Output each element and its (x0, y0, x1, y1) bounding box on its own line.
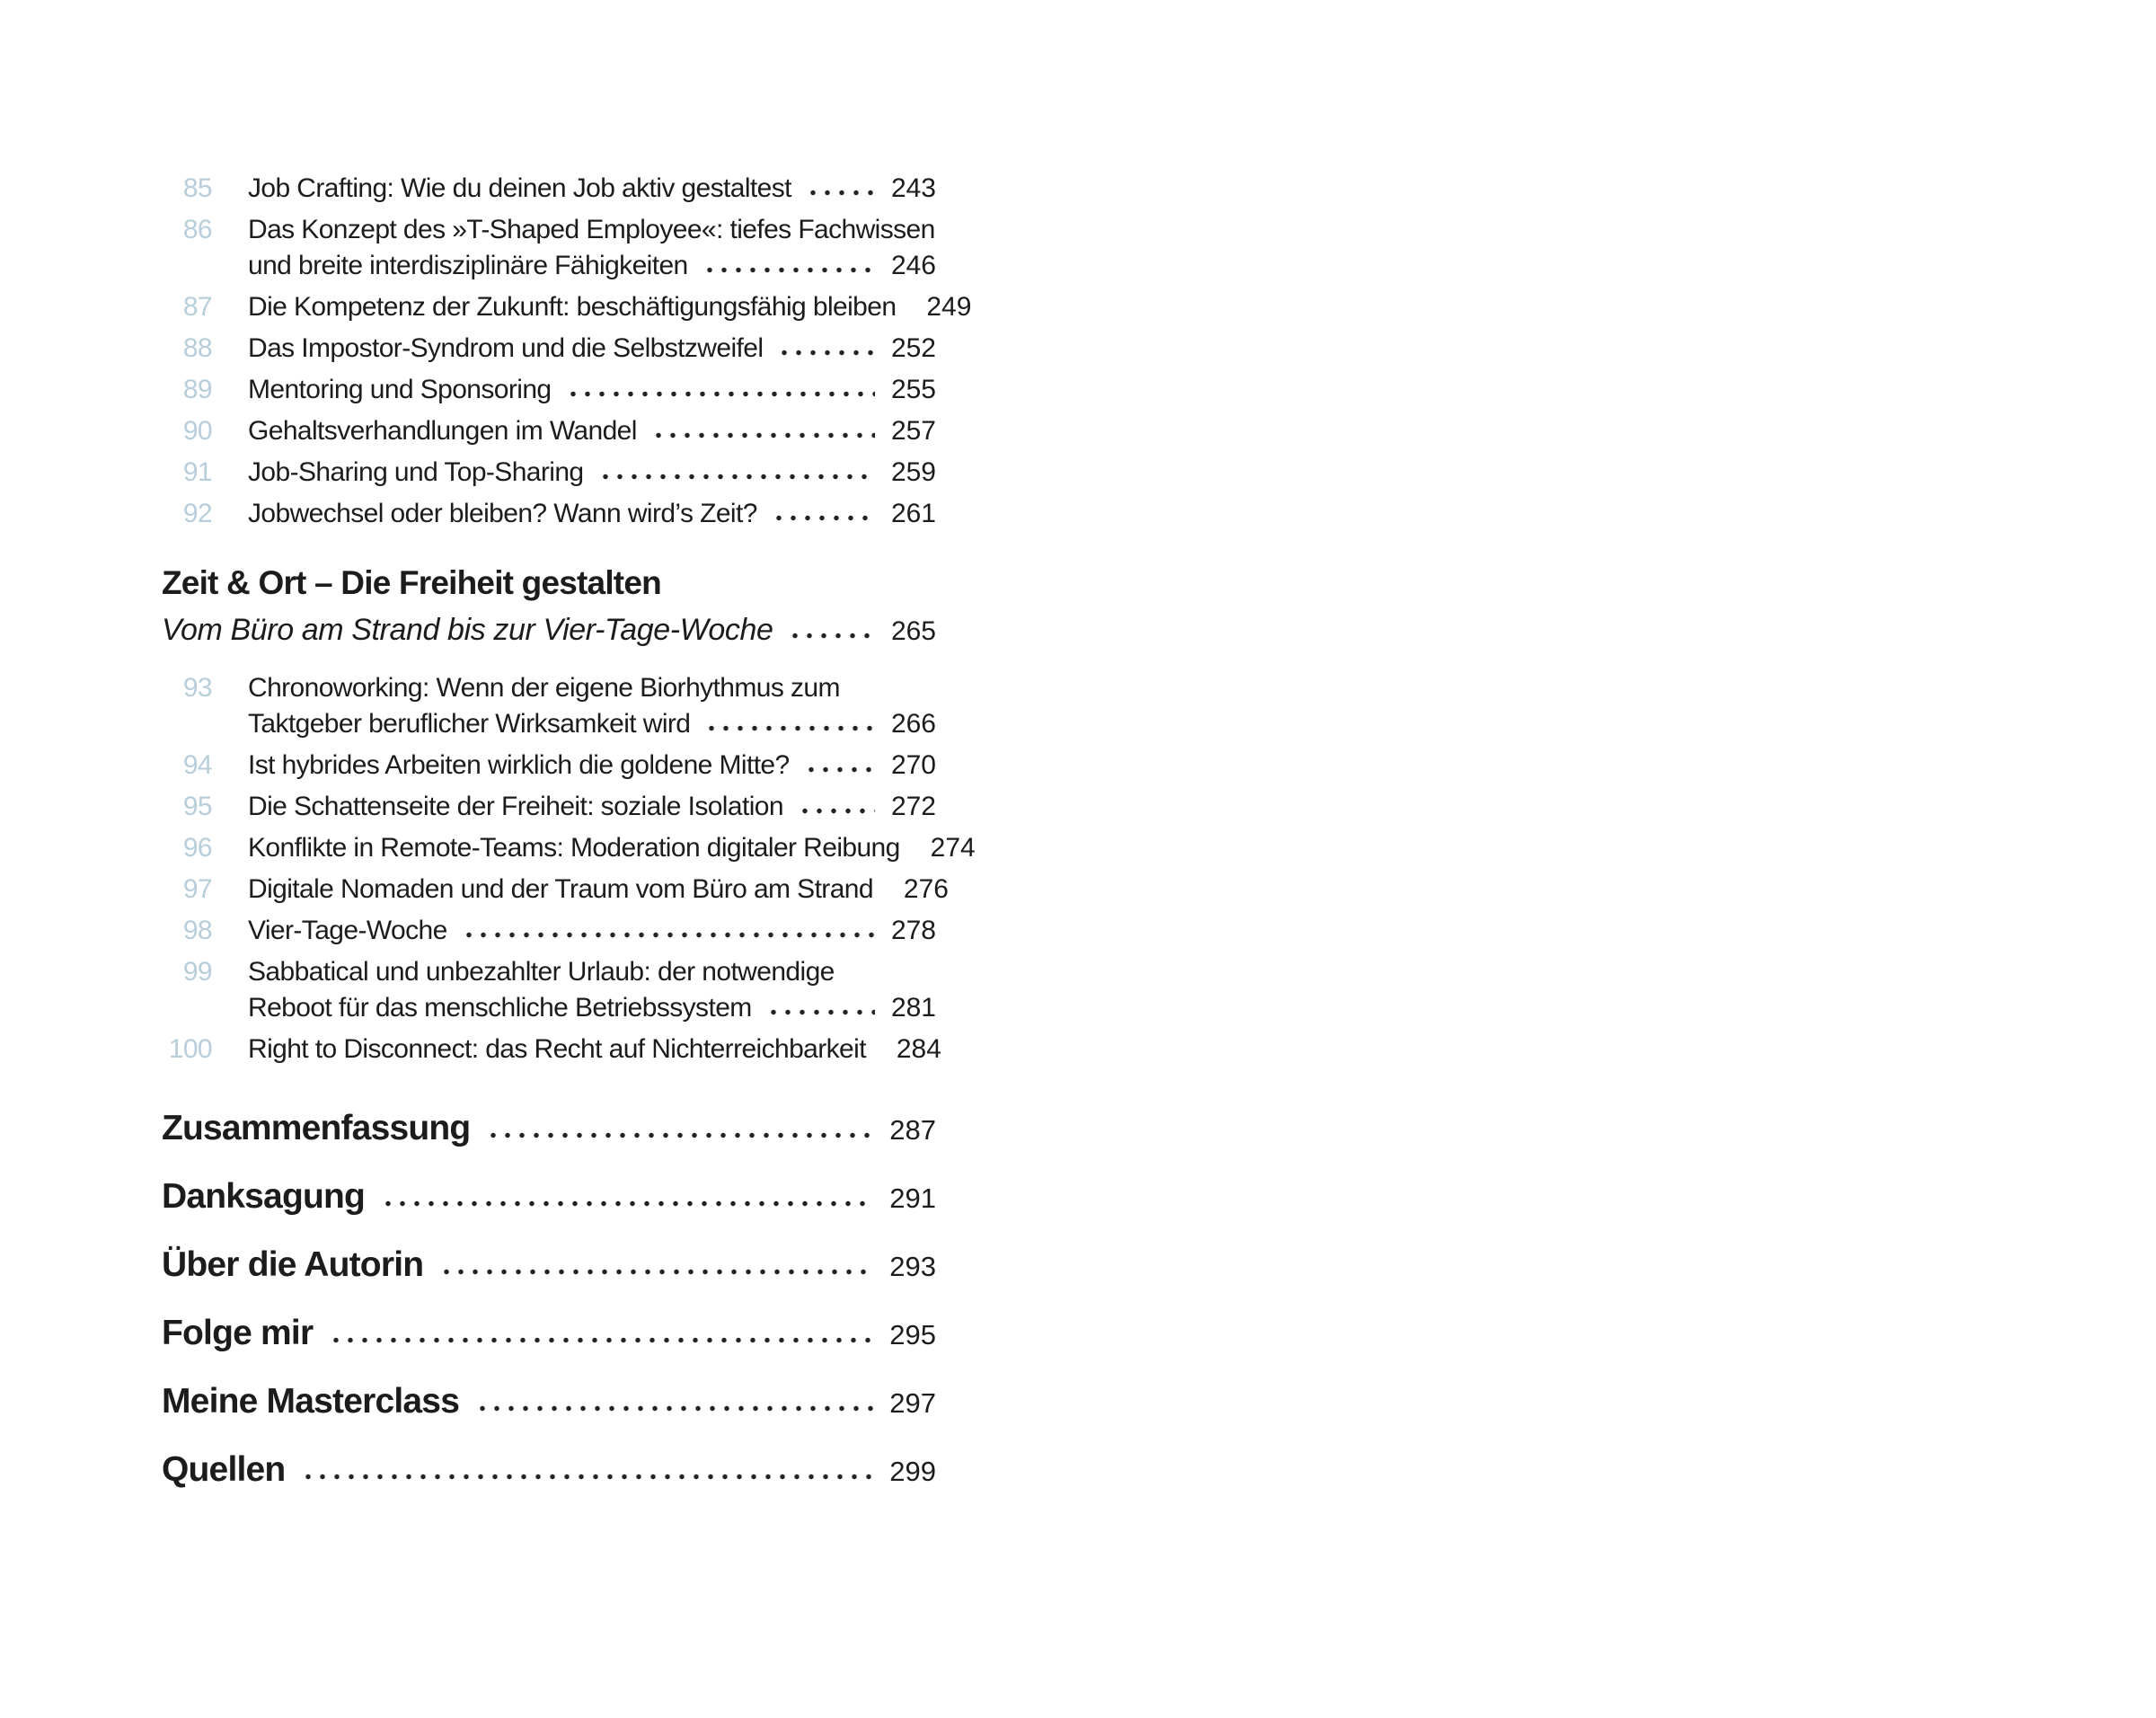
chapter-number: 87 (182, 292, 212, 322)
dot-leader (598, 473, 875, 481)
dot-leader (766, 1008, 875, 1016)
dot-leader (301, 1473, 873, 1481)
dot-leader (486, 1131, 873, 1139)
dot-leader (651, 431, 875, 439)
chapter-number: 85 (182, 173, 212, 203)
entry-title: und breite interdisziplinäre Fähigkeiten (248, 251, 688, 280)
backmatter-section (162, 1107, 936, 1493)
entry-title: Konflikte in Remote-Teams: Moderation digitaler Reibung (248, 833, 900, 863)
entry-title: Right to Disconnect: das Recht auf Nichterreichbarkeit (248, 1034, 866, 1064)
dot-leader (439, 1268, 873, 1276)
entry-title: Taktgeber beruflicher Wirksamkeit wird (248, 709, 691, 739)
page-number: 246 (890, 251, 936, 280)
page-number: 261 (890, 499, 936, 528)
page-number: 272 (890, 792, 936, 821)
toc-entry-row (162, 171, 936, 207)
backmatter-row (162, 1244, 936, 1288)
entry-title: Die Schattenseite der Freiheit: soziale Isolation (248, 792, 783, 821)
dot-leader (566, 390, 876, 398)
backmatter-heading: Folge mir (162, 1314, 314, 1352)
toc-entry-row (162, 455, 936, 491)
page-number: 295 (889, 1319, 936, 1350)
toc-entry-row (162, 331, 936, 367)
page-number: 284 (896, 1034, 941, 1064)
entry-title: Digitale Nomaden und der Traum vom Büro am Strand (248, 874, 873, 904)
dot-leader (804, 766, 875, 774)
toc-entry-row (162, 670, 936, 706)
backmatter-heading: Meine Masterclass (162, 1382, 460, 1421)
page-number: 259 (890, 457, 936, 487)
chapter-number: 89 (182, 375, 212, 404)
page-number: 270 (890, 750, 936, 780)
page-number: 293 (889, 1251, 936, 1282)
toc-entry-continuation-row (162, 248, 936, 284)
toc-entry-continuation-row (162, 706, 936, 742)
backmatter-row (162, 1175, 936, 1220)
backmatter-row (162, 1448, 936, 1493)
page-number: 299 (889, 1456, 936, 1487)
section-heading: Zeit & Ort – Die Freiheit gestalten (162, 564, 661, 601)
page-number: 297 (889, 1387, 936, 1419)
toc-entry-row (162, 496, 936, 532)
toc-entry-row (162, 372, 936, 408)
toc-entry-row (162, 954, 936, 990)
page-number: 287 (889, 1114, 936, 1146)
page-number: 281 (890, 993, 936, 1023)
entry-title: Die Kompetenz der Zukunft: beschäftigungsfähig bleiben (248, 292, 897, 322)
chapter-number: 96 (182, 833, 212, 863)
toc-entry-row (162, 830, 976, 866)
page-number: 255 (890, 375, 936, 404)
toc-entry-row (162, 212, 936, 248)
entry-title: Das Impostor-Syndrom und die Selbstzweifel (248, 333, 764, 363)
toc-entry-row (162, 413, 936, 449)
chapter-number: 100 (168, 1034, 212, 1064)
section-subtitle: Vom Büro am Strand bis zur Vier-Tage-Woche (162, 613, 773, 647)
chapter-number: 90 (182, 416, 212, 446)
backmatter-heading: Zusammenfassung (162, 1109, 471, 1147)
backmatter-row (162, 1312, 936, 1357)
chapter-number: 95 (182, 792, 212, 821)
toc-entry-row (162, 872, 949, 908)
entry-title: Jobwechsel oder bleiben? Wann wird’s Zeit? (248, 499, 757, 528)
dot-leader (788, 632, 875, 640)
dot-leader (777, 349, 875, 357)
entry-title: Reboot für das menschliche Betriebssystem (248, 993, 752, 1023)
chapter-number: 91 (182, 457, 212, 487)
dot-leader (704, 724, 875, 732)
backmatter-row (162, 1107, 936, 1152)
dot-leader (772, 514, 875, 522)
entry-title: Mentoring und Sponsoring (248, 375, 552, 404)
chapter-number: 99 (182, 957, 212, 987)
entry-title: Vier-Tage-Woche (248, 916, 447, 945)
chapter-number: 97 (182, 874, 212, 904)
entry-title: Job Crafting: Wie du deinen Job aktiv gestaltest (248, 173, 791, 203)
dot-leader (806, 189, 875, 197)
page-number: 276 (903, 874, 949, 904)
toc-entry-row (162, 289, 972, 325)
entry-title: Sabbatical und unbezahlter Urlaub: der notwendige (248, 957, 835, 987)
page-number: 266 (890, 709, 936, 739)
chapter-number: 92 (182, 499, 212, 528)
page-number: 265 (890, 616, 936, 646)
toc-entry-continuation-row (162, 990, 936, 1026)
toc-entry-row (162, 748, 936, 784)
chapter-number: 86 (182, 215, 212, 244)
backmatter-heading: Danksagung (162, 1177, 366, 1216)
section-subtitle-row (162, 609, 936, 652)
toc-entry-row (162, 1032, 941, 1067)
backmatter-heading: Quellen (162, 1450, 286, 1489)
dot-leader (702, 266, 875, 274)
backmatter-heading: Über die Autorin (162, 1245, 424, 1284)
backmatter-row (162, 1380, 936, 1425)
dot-leader (798, 807, 875, 815)
chapter-number: 94 (182, 750, 212, 780)
page-number: 291 (889, 1182, 936, 1214)
entry-title: Gehaltsverhandlungen im Wandel (248, 416, 637, 446)
page-number: 278 (890, 916, 936, 945)
dot-leader (462, 931, 875, 939)
entry-title: Ist hybrides Arbeiten wirklich die goldene Mitte? (248, 750, 790, 780)
page-number: 243 (890, 173, 936, 203)
entry-title: Job-Sharing und Top-Sharing (248, 457, 584, 487)
page-number: 249 (926, 292, 972, 322)
entry-title: Das Konzept des »T-Shaped Employee«: tiefes Fachwissen (248, 215, 935, 244)
toc-entry-row (162, 789, 936, 825)
page-number: 274 (930, 833, 976, 863)
page-number: 257 (890, 416, 936, 446)
dot-leader (475, 1404, 873, 1412)
page-number: 252 (890, 333, 936, 363)
chapter-number: 98 (182, 916, 212, 945)
chapter-number: 93 (182, 673, 212, 703)
toc-entry-row (162, 913, 936, 949)
dot-leader (329, 1336, 873, 1344)
chapter-number: 88 (182, 333, 212, 363)
entry-title: Chronoworking: Wenn der eigene Biorhythmus zum (248, 673, 840, 703)
dot-leader (381, 1200, 873, 1208)
table-of-contents (162, 171, 976, 1517)
